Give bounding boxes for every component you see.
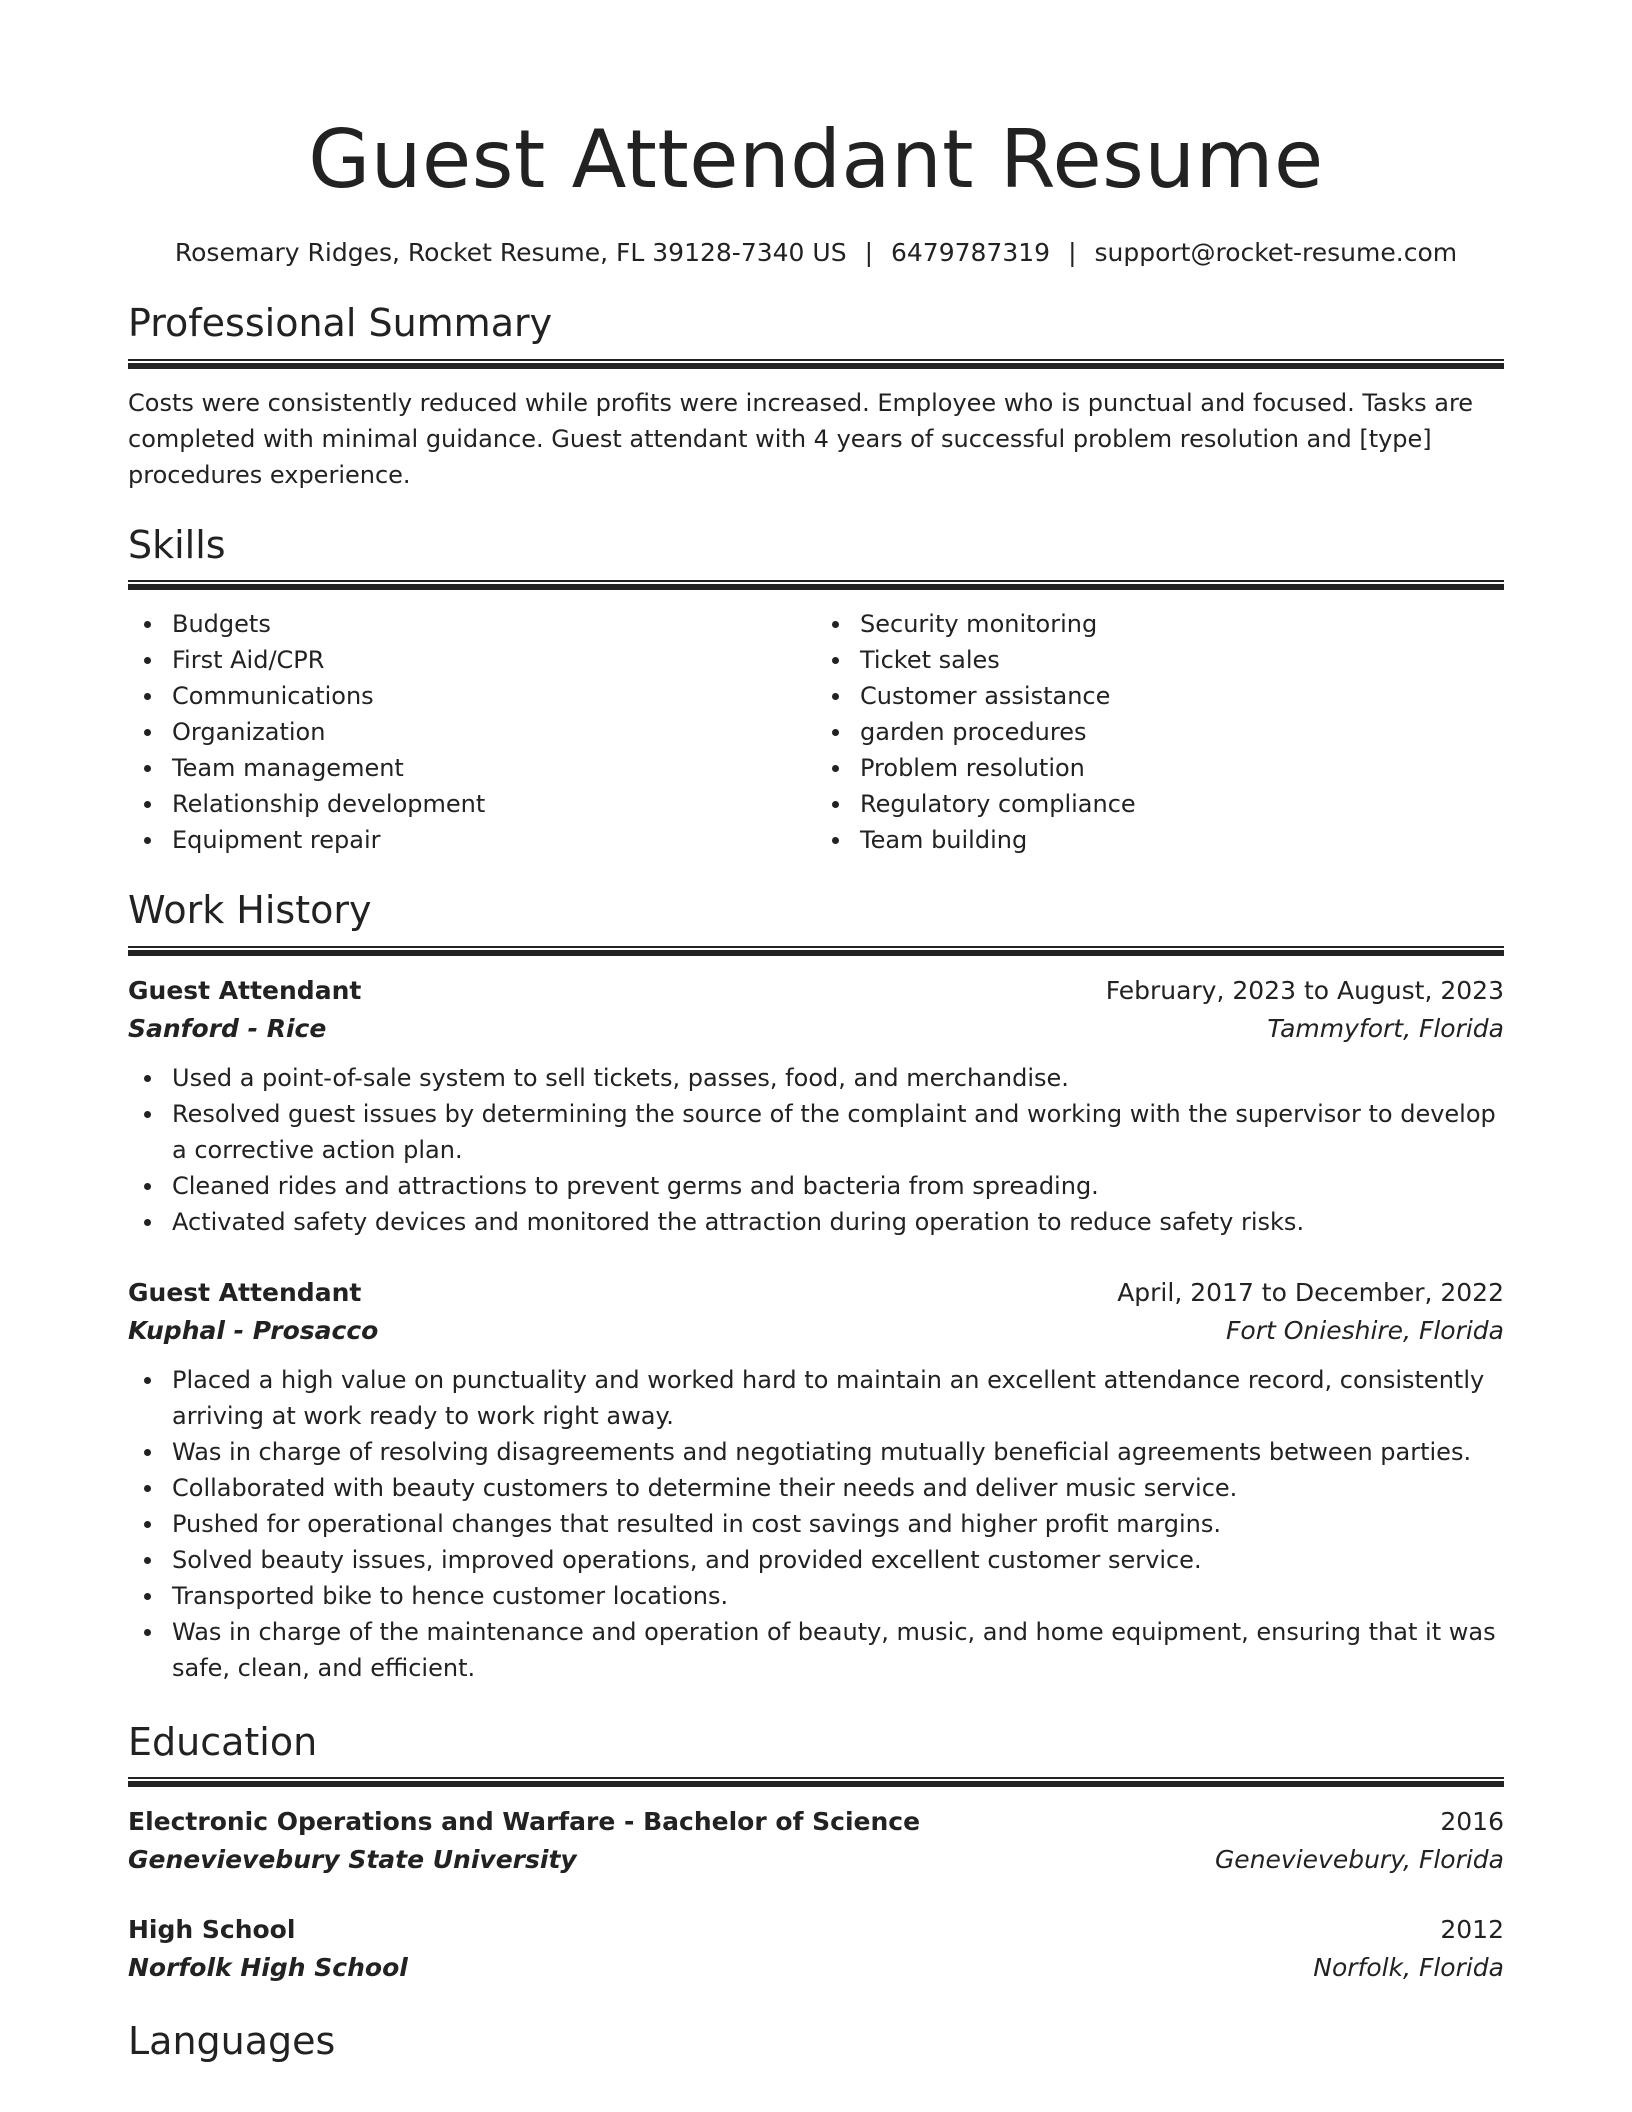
education-location: Genevievebury, Florida (1214, 1845, 1504, 1875)
skill-item: Organization (128, 714, 816, 750)
education-entry (128, 1911, 1504, 1987)
duty-item: Solved beauty issues, improved operations, and provided excellent customer service. (128, 1542, 1504, 1578)
job-header (128, 972, 1504, 1010)
duty-item: Was in charge of resolving disagreements and negotiating mutually beneficial agreements between parties. (128, 1434, 1504, 1470)
contact-email: support@rocket-resume.com (1094, 238, 1458, 267)
education-header (128, 1803, 1504, 1841)
skills-columns (128, 606, 1504, 858)
section-divider (128, 359, 1504, 369)
job-location: Fort Onieshire, Florida (1226, 1315, 1504, 1345)
education-school: Norfolk High School (128, 1953, 408, 1983)
duty-item: Placed a high value on punctuality and worked hard to maintain an excellent attendance record, consistently arriving at work ready to work right away. (128, 1362, 1504, 1434)
skill-item: Security monitoring (816, 606, 1504, 642)
skills-right-list (816, 606, 1504, 858)
section-divider (128, 946, 1504, 956)
skill-item: Regulatory compliance (816, 786, 1504, 822)
skill-item: Team building (816, 822, 1504, 858)
duty-item: Pushed for operational changes that resulted in cost savings and higher profit margins. (128, 1506, 1504, 1542)
job-entry (128, 972, 1504, 1240)
skill-item: Customer assistance (816, 678, 1504, 714)
skill-item: Relationship development (128, 786, 816, 822)
section-divider (128, 580, 1504, 590)
job-title: Guest Attendant (128, 975, 362, 1005)
education-school: Genevievebury State University (128, 1845, 577, 1875)
job-dates: April, 2017 to December, 2022 (1117, 1277, 1504, 1307)
resume-title: Guest Attendant Resume (308, 113, 1324, 206)
skills-left-list (128, 606, 816, 858)
work-history-heading: Work History (128, 888, 372, 933)
duty-item: Activated safety devices and monitored the attraction during operation to reduce safety risks. (128, 1204, 1504, 1240)
skill-item: Communications (128, 678, 816, 714)
skill-item: Budgets (128, 606, 816, 642)
duty-item: Resolved guest issues by determining the source of the complaint and working with the supervisor to develop a corrective action plan. (128, 1096, 1504, 1168)
skill-item: garden procedures (816, 714, 1504, 750)
education-heading: Education (128, 1719, 318, 1764)
contact-address: Rosemary Ridges, Rocket Resume, FL 39128-7340 US (174, 238, 847, 267)
contact-line (128, 238, 1504, 267)
job-subheader (128, 1010, 1504, 1048)
education-year: 2012 (1440, 1915, 1504, 1945)
job-header (128, 1274, 1504, 1312)
education-subheader (128, 1949, 1504, 1987)
skill-item: Team management (128, 750, 816, 786)
job-duties (128, 1060, 1504, 1240)
education-year: 2016 (1440, 1807, 1504, 1837)
duty-item: Cleaned rides and attractions to prevent germs and bacteria from spreading. (128, 1168, 1504, 1204)
skills-heading: Skills (128, 522, 226, 567)
summary-heading: Professional Summary (128, 301, 553, 345)
section-divider (128, 1777, 1504, 1787)
education-entry (128, 1803, 1504, 1879)
skill-item: Equipment repair (128, 822, 816, 858)
summary-text: Costs were consistently reduced while profits were increased. Employee who is punctual and focused. Tasks are completed with minimal guidance. Guest attendant with 4 years of successful problem resolution and [type] procedures experience. (128, 388, 1474, 489)
duty-item: Collaborated with beauty customers to determine their needs and deliver music service. (128, 1470, 1504, 1506)
education-location: Norfolk, Florida (1313, 1953, 1504, 1983)
skill-item: Ticket sales (816, 642, 1504, 678)
job-company: Sanford - Rice (128, 1013, 327, 1043)
skill-item: First Aid/CPR (128, 642, 816, 678)
duty-item: Was in charge of the maintenance and operation of beauty, music, and home equipment, ensuring that it was safe, clean, and efficient. (128, 1614, 1504, 1686)
education-subheader (128, 1841, 1504, 1879)
duty-item: Used a point-of-sale system to sell tickets, passes, food, and merchandise. (128, 1060, 1504, 1096)
job-dates: February, 2023 to August, 2023 (1105, 975, 1504, 1005)
job-location: Tammyfort, Florida (1267, 1013, 1504, 1043)
job-duties (128, 1362, 1504, 1686)
education-header (128, 1911, 1504, 1949)
job-subheader (128, 1312, 1504, 1350)
education-degree: Electronic Operations and Warfare - Bachelor of Science (128, 1807, 921, 1837)
job-company: Kuphal - Prosacco (128, 1315, 379, 1345)
contact-separator: | (864, 238, 873, 267)
education-degree: High School (128, 1915, 296, 1945)
contact-phone: 6479787319 (891, 238, 1051, 267)
job-title: Guest Attendant (128, 1277, 362, 1307)
skill-item: Problem resolution (816, 750, 1504, 786)
contact-separator: | (1068, 238, 1077, 267)
job-entry (128, 1274, 1504, 1686)
duty-item: Transported bike to hence customer locations. (128, 1578, 1504, 1614)
languages-heading: Languages (128, 2019, 336, 2064)
